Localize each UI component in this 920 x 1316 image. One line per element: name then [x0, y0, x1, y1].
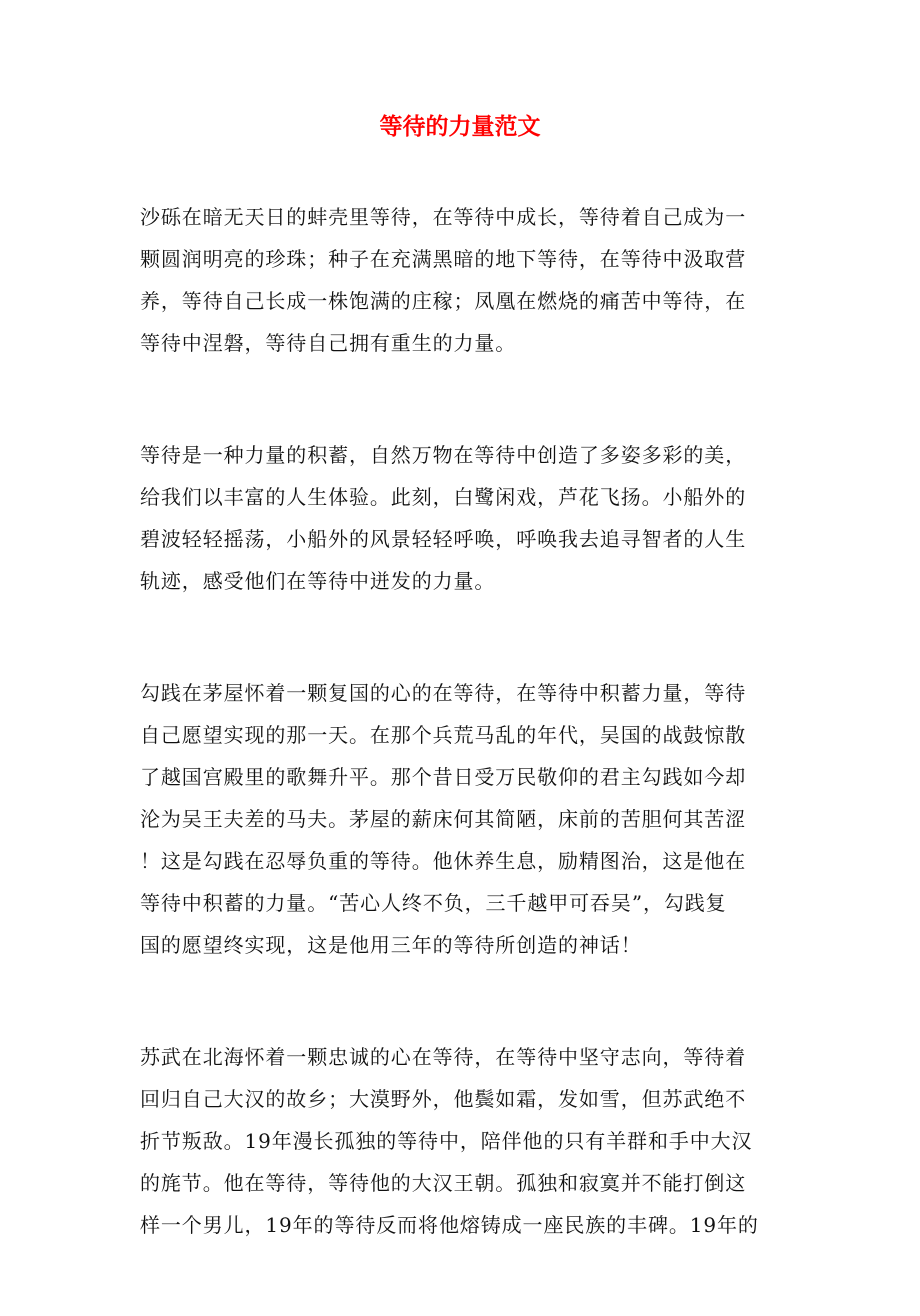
paragraph-line: ！这是勾践在忍辱负重的等待。他休养生息，励精图治，这是他在	[140, 849, 747, 873]
paragraph-line: 苏武在北海怀着一颗忠诚的心在等待，在等待中坚守志向，等待着	[140, 1045, 747, 1069]
paragraph-line: 颗圆润明亮的珍珠；种子在充满黑暗的地下等待，在等待中汲取营	[140, 247, 747, 271]
paragraph-line: 勾践在茅屋怀着一颗复国的心的在等待，在等待中积蓄力量，等待	[140, 681, 747, 705]
paragraph-line: 了越国宫殿里的歌舞升平。那个昔日受万民敬仰的君主勾践如今却	[140, 765, 747, 789]
paragraph-line: 沦为吴王夫差的马夫。茅屋的薪床何其简陋，床前的苦胆何其苦涩	[140, 807, 747, 831]
document-body	[140, 196, 780, 1316]
paragraph-line: 碧波轻轻摇荡，小船外的风景轻轻呼唤，呼唤我去追寻智者的人生	[140, 527, 747, 551]
paragraph-line: 等待中涅磐，等待自己拥有重生的力量。	[140, 331, 517, 355]
paragraph-line: 轨迹，感受他们在等待中迸发的力量。	[140, 569, 496, 593]
paragraph-line: 样一个男儿，19年的等待反而将他熔铸成一座民族的丰碑。19年的	[140, 1213, 759, 1237]
paragraph-line: 等待中积蓄的力量。“苦心人终不负，三千越甲可吞吴”，勾践复	[140, 891, 727, 915]
paragraph-line: 给我们以丰富的人生体验。此刻，白鹭闲戏，芦花飞扬。小船外的	[140, 485, 747, 509]
document-title: 等待的力量范文	[379, 113, 541, 140]
paragraph-line: 沙砾在暗无天日的蚌壳里等待，在等待中成长，等待着自己成为一	[140, 205, 747, 229]
paragraph-4	[140, 1036, 780, 1246]
paragraph-line: 的旄节。他在等待，等待他的大汉王朝。孤独和寂寞并不能打倒这	[140, 1171, 747, 1195]
paragraph-line: 养，等待自己长成一株饱满的庄稼；凤凰在燃烧的痛苦中等待，在	[140, 289, 747, 313]
paragraph-line: 等待是一种力量的积蓄，自然万物在等待中创造了多姿多彩的美，	[140, 443, 747, 467]
paragraph-1	[140, 196, 780, 364]
paragraph-line: 折节叛敌。19年漫长孤独的等待中，陪伴他的只有羊群和手中大汉	[140, 1129, 753, 1153]
paragraph-line: 自己愿望实现的那一天。在那个兵荒马乱的年代，吴国的战鼓惊散	[140, 723, 747, 747]
paragraph-2	[140, 434, 780, 602]
paragraph-line: 国的愿望终实现，这是他用三年的等待所创造的神话！	[140, 933, 642, 957]
paragraph-3	[140, 672, 780, 966]
paragraph-line: 回归自己大汉的故乡；大漠野外，他鬓如霜，发如雪，但苏武绝不	[140, 1087, 747, 1111]
